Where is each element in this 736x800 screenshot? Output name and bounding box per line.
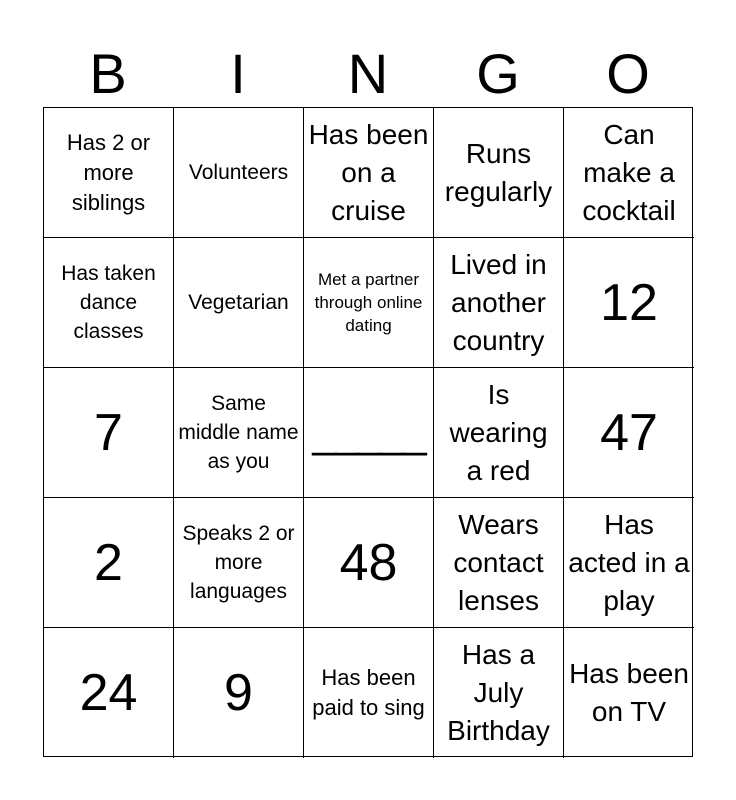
bingo-cell[interactable] [434,498,564,628]
bingo-cell[interactable] [304,498,434,628]
header-letter-i: I [230,42,246,105]
bingo-cell[interactable] [434,238,564,368]
bingo-cell-text: Has taken dance classes [61,262,156,343]
bingo-cell[interactable] [434,368,564,498]
header-letter-g: G [476,42,520,105]
bingo-cell-text: Can make a cocktail [582,118,676,226]
bingo-cell[interactable] [304,368,434,498]
bingo-cell-text: _____ [312,407,425,457]
bingo-cell[interactable] [564,498,694,628]
header-letter-b: B [89,42,127,105]
bingo-cell[interactable] [564,628,694,758]
bingo-cell[interactable] [44,368,174,498]
bingo-cell-text: Speaks 2 or more languages [182,522,295,603]
bingo-cell[interactable] [564,238,694,368]
bingo-cell-text: 12 [600,273,658,332]
bingo-cell[interactable] [434,108,564,238]
bingo-cell[interactable] [44,108,174,238]
header-letter-n: N [347,42,389,105]
bingo-cell-text: Is wearing a red [449,378,548,486]
bingo-cell-text: Has a July Birthday [447,639,550,746]
bingo-cell-text: 7 [94,403,123,462]
bingo-cell[interactable] [174,498,304,628]
bingo-header [43,40,693,108]
bingo-cell[interactable] [174,628,304,758]
bingo-cell-text: Lived in another country [450,248,547,356]
bingo-cell-text: 2 [94,533,123,592]
bingo-cell-text: 47 [600,403,658,462]
bingo-cell[interactable] [44,498,174,628]
bingo-cell-text: Vegetarian [188,291,289,314]
bingo-cell-text: 24 [79,664,138,722]
bingo-cell[interactable] [304,108,434,238]
bingo-cell[interactable] [564,108,694,238]
bingo-cell-text: Volunteers [188,161,289,184]
bingo-cell[interactable] [304,628,434,758]
bingo-cell-text: Has been on TV [569,658,689,727]
header-letter-o: O [606,42,650,105]
bingo-cell-text: Met a partner through online dating [314,270,423,335]
bingo-cell-text: Wears contact lenses [453,508,544,616]
bingo-cell[interactable] [174,238,304,368]
bingo-cell-text: Same middle name as you [178,392,299,473]
bingo-cell-text: 48 [339,533,398,592]
bingo-cell-text: Runs regularly [444,137,553,207]
bingo-cell[interactable] [174,368,304,498]
bingo-cell-text: Has been paid to sing [312,665,425,720]
bingo-cell-text: Has been on a cruise [308,118,429,226]
bingo-cell[interactable] [174,108,304,238]
bingo-grid [43,107,693,757]
bingo-cell[interactable] [44,238,174,368]
bingo-cell-text: 9 [224,664,253,722]
bingo-cell[interactable] [564,368,694,498]
bingo-cell[interactable] [44,628,174,758]
bingo-cell-text: Has 2 or more siblings [66,129,151,215]
bingo-cell[interactable] [304,238,434,368]
bingo-cell[interactable] [434,628,564,758]
bingo-cell-text: Has acted in a play [568,508,690,616]
